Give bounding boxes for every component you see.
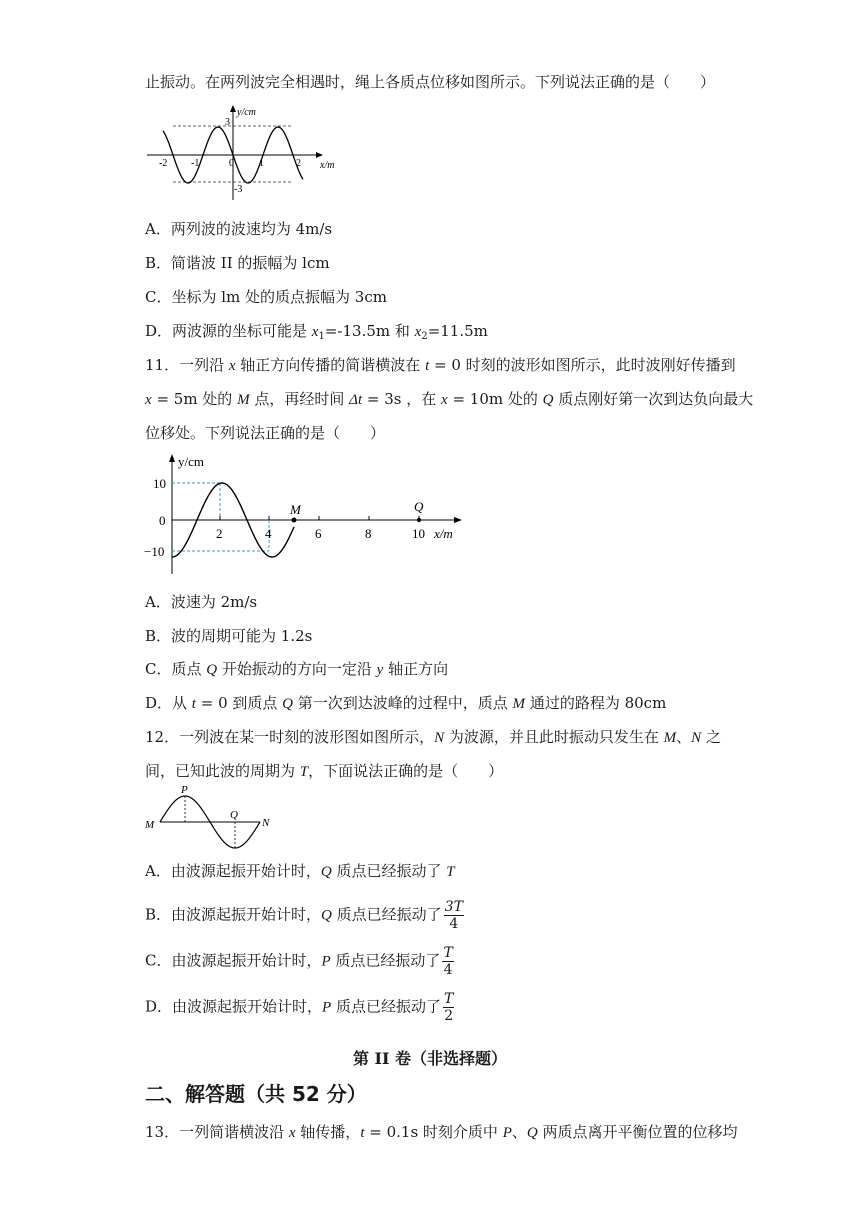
q11-x-tick: 8 — [365, 526, 372, 541]
q12-stem-line1: 12．一列波在某一时刻的波形图如图所示，N 为波源，并且此时振动只发生在 M、N 之 — [145, 728, 721, 746]
q12-point-m: M — [145, 819, 155, 831]
q11-x-tick: 4 — [265, 526, 272, 541]
q10-option-c: C．坐标为 lm 处的质点振幅为 3cm — [145, 288, 387, 306]
q11-x-tick: 6 — [315, 526, 322, 541]
q11-x-tick: 2 — [216, 526, 223, 541]
q11-x-tick: 10 — [412, 526, 425, 541]
q12-figure — [144, 784, 280, 854]
q11-stem-line1: 11．一列沿 x 轴正方向传播的简谐横波在 t = 0 时刻的波形如图所示，此时波刚好传播到 — [145, 356, 736, 374]
q10-tick-x: -1 — [191, 158, 200, 169]
q12-option-a: A．由波源起振开始计时，Q 质点已经振动了 T — [145, 862, 455, 880]
q11-option-a: A．波速为 2m/s — [145, 593, 258, 611]
q11-option-c: C．质点 Q 开始振动的方向一定沿 y 轴正方向 — [145, 660, 449, 678]
section-heading: 二、解答题（共 52 分） — [145, 1082, 367, 1106]
q10-option-d: D．两波源的坐标可能是 $x_1=-13.5m$ 和 $x_2=11.5m$ — [145, 322, 488, 342]
q12-option-d: D．由波源起振开始计时，P 质点已经振动了 $\frac{T}{2}$ — [145, 991, 454, 1024]
q12-point-q: Q — [230, 809, 238, 821]
part2-title: 第 II 卷（非选择题） — [352, 1049, 508, 1068]
q11-y-tick-0: 0 — [159, 513, 166, 528]
q12-point-n: N — [262, 817, 270, 829]
q11-x-label: x/m — [434, 526, 453, 541]
q11-point-m: M — [290, 502, 301, 517]
q12-option-c: C．由波源起振开始计时，P 质点已经振动了 $\frac{T}{4}$ — [145, 945, 453, 978]
q12-stem-line2: 间，已知此波的周期为 T，下面说法正确的是（ ） — [145, 762, 504, 780]
q11-y-label: y/cm — [178, 454, 204, 469]
q10-y-label: y/cm — [237, 107, 256, 118]
q10-tick-x: 0 — [229, 158, 234, 169]
q11-option-d: D．从 t = 0 到质点 Q 第一次到达波峰的过程中，质点 M 通过的路程为 80cm — [145, 694, 667, 712]
q11-point-q: Q — [414, 499, 424, 514]
q10-tick-x: 1 — [259, 158, 264, 169]
q10-option-a: A．两列波的波速均为 4m/s — [145, 220, 333, 238]
q11-figure — [140, 452, 470, 576]
q10-tick-x: 2 — [296, 158, 301, 169]
q10-stem-tail: 止振动。在两列波完全相遇时，绳上各质点位移如图所示。下列说法正确的是（ ） — [145, 73, 716, 91]
q11-stem-line2: x = 5m 处的 M 点，再经时间 Δt = 3s ，在 x = 10m 处的 Q 质点刚好第一次到达负向最大 — [145, 390, 754, 408]
q12-point-p: P — [181, 784, 188, 796]
q10-tick-x: -2 — [159, 158, 168, 169]
q10-tick-y-bottom: -3 — [234, 184, 243, 195]
q11-option-b: B．波的周期可能为 1.2s — [145, 627, 313, 645]
q11-stem-line3: 位移处。下列说法正确的是（ ） — [145, 424, 386, 442]
q10-figure — [145, 104, 345, 200]
q10-option-b: B．简谐波 II 的振幅为 lcm — [145, 254, 330, 272]
q10-tick-y-top: 3 — [225, 117, 230, 128]
q10-x-label: x/m — [320, 160, 335, 171]
q13-stem: 13．一列简谐横波沿 x 轴传播，t = 0.1s 时刻介质中 P、Q 两质点离开平衡位置的位移均 — [145, 1123, 738, 1141]
q11-y-tick-10: 10 — [153, 476, 166, 491]
q12-option-b: B．由波源起振开始计时，Q 质点已经振动了 $\frac{3T}{4}$ — [145, 899, 463, 932]
q11-y-tick-neg10: −10 — [144, 544, 165, 559]
